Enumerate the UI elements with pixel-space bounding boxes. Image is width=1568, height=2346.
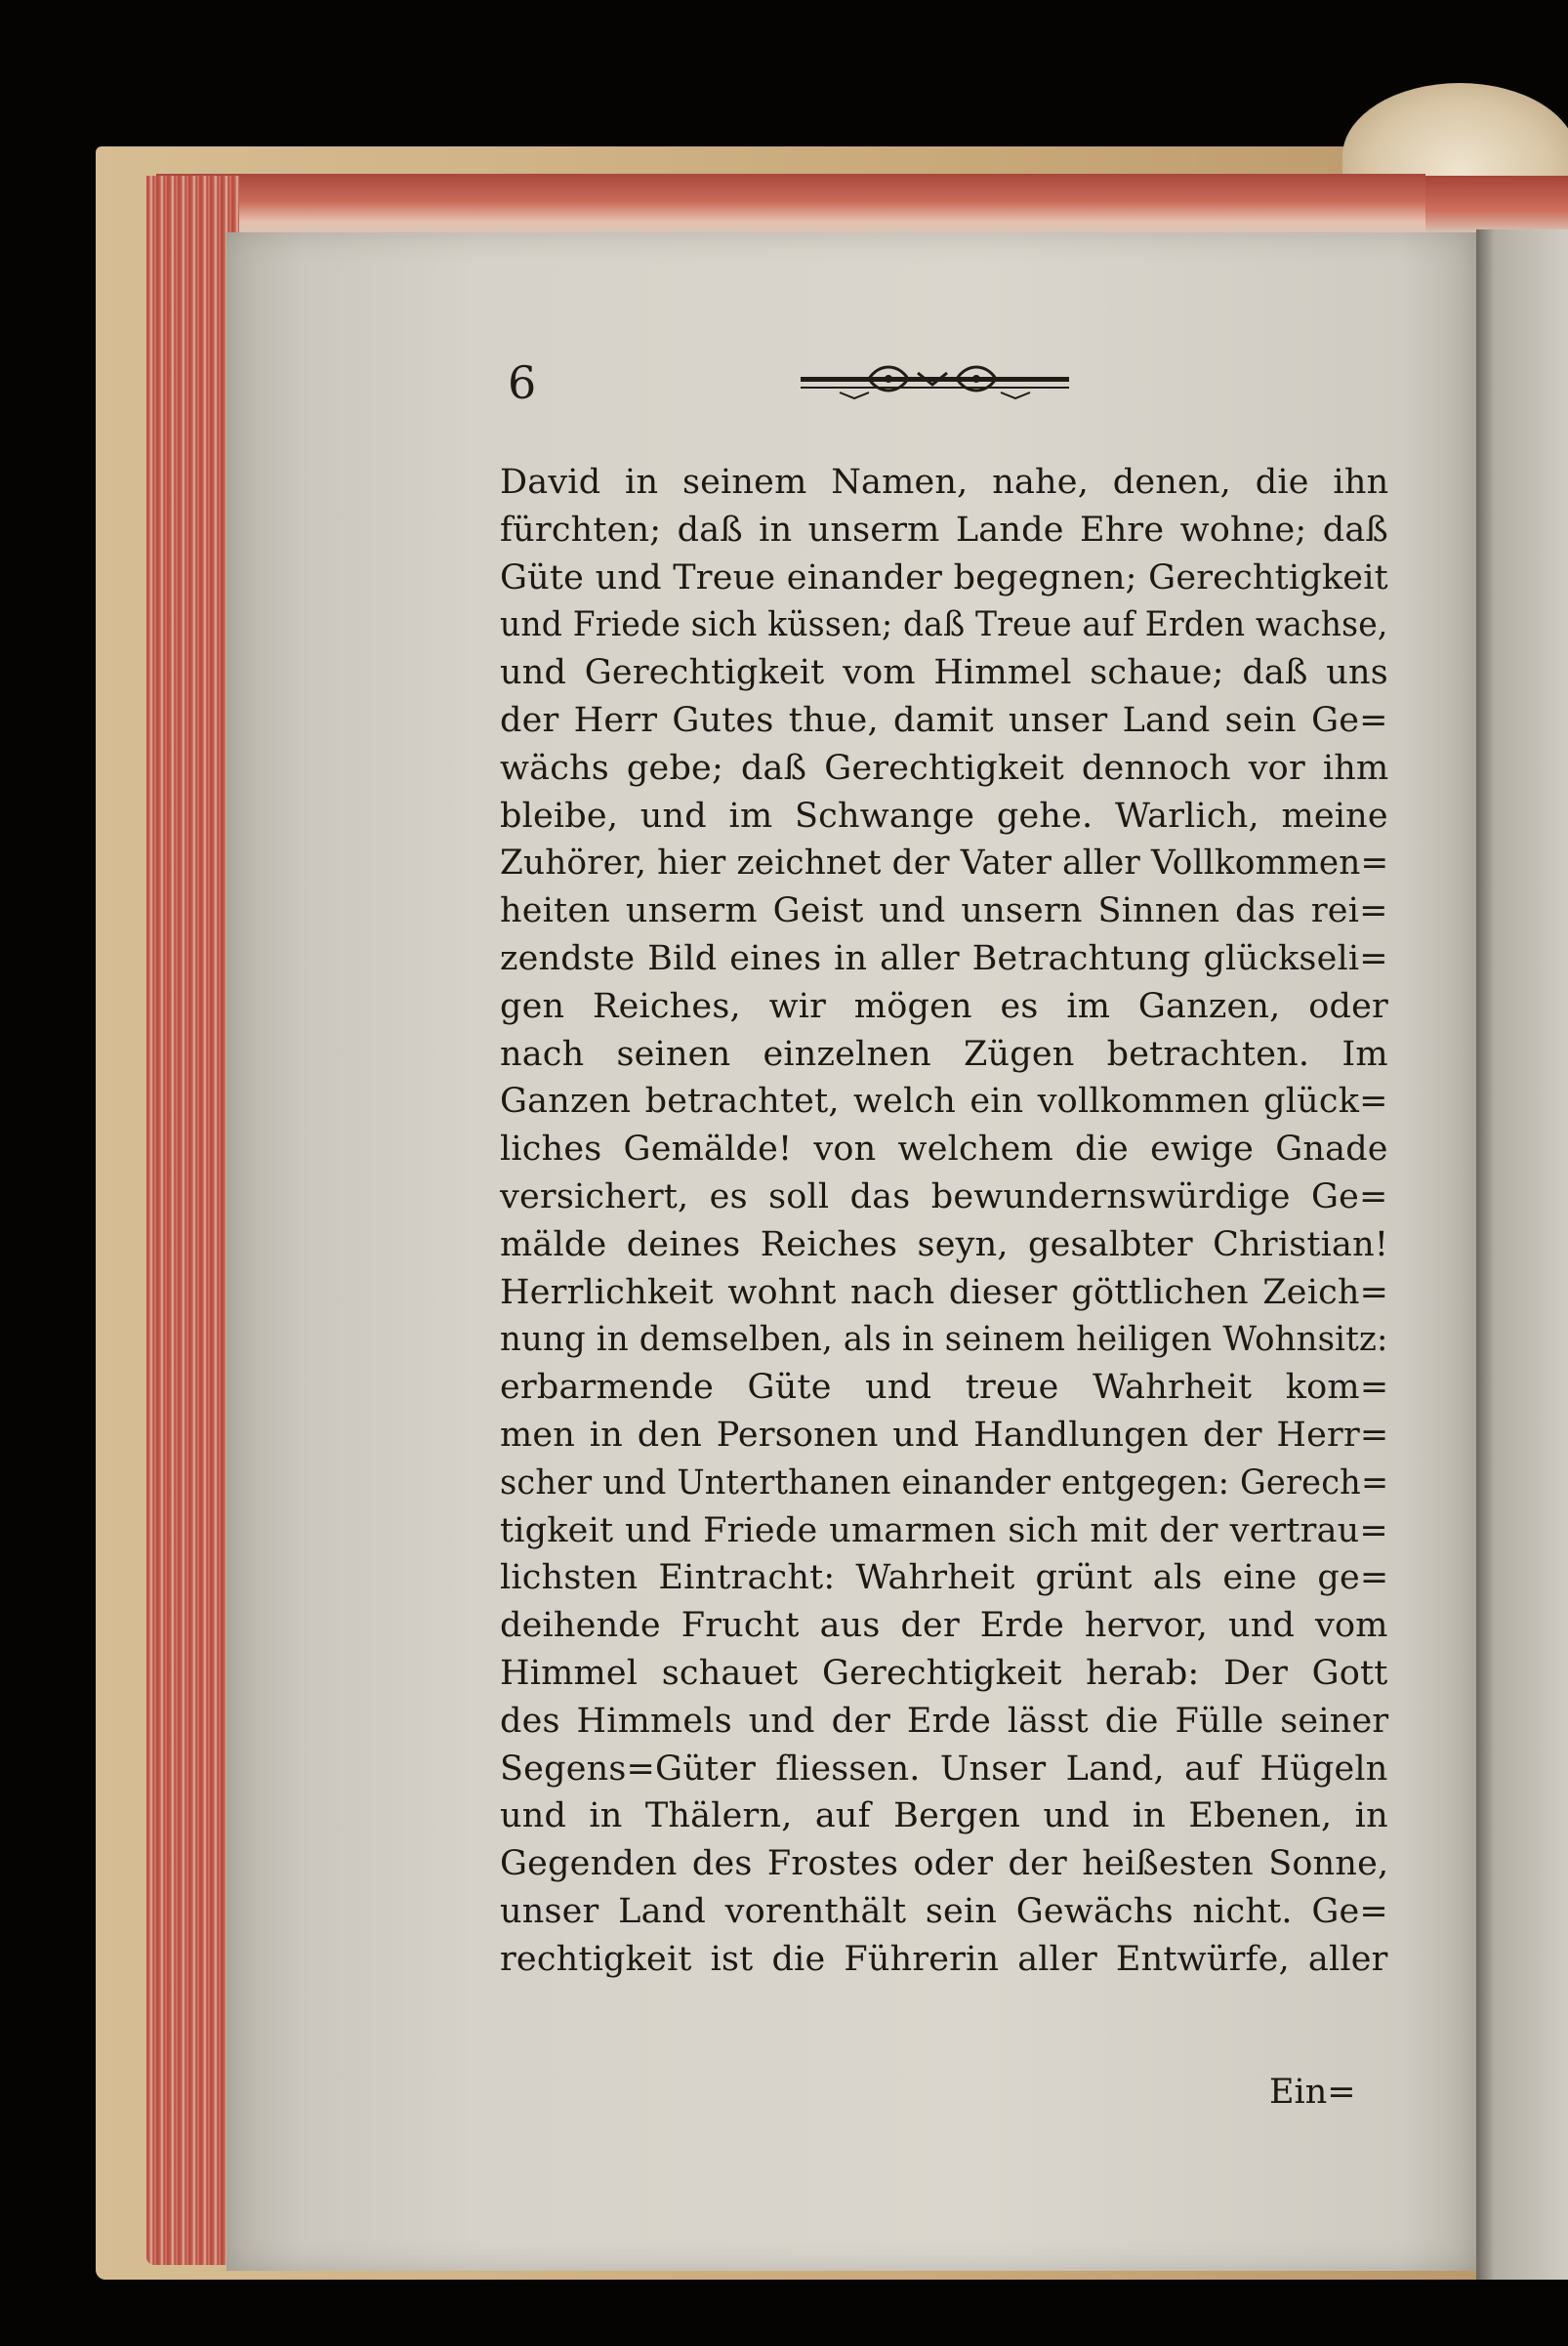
- text-line: deihende Frucht aus der Erde hervor, und vom: [500, 1606, 1388, 1646]
- text-line: lichsten Eintracht: Wahrheit grünt als eine ge=: [500, 1558, 1389, 1598]
- page-edges-left: [146, 176, 239, 2265]
- text-line: gen Reiches, wir mögen es im Ganzen, oder: [500, 986, 1388, 1026]
- text-line: liches Gemälde! von welchem die ewige Gnade: [500, 1130, 1388, 1170]
- text-line: und in Thälern, auf Bergen und in Ebenen, in: [500, 1796, 1388, 1836]
- text-line: tigkeit und Friede umarmen sich mit der vertrau=: [500, 1510, 1388, 1550]
- page-number: 6: [508, 356, 537, 409]
- text-line: Zuhörer, hier zeichnet der Vater aller Vollkommen=: [500, 844, 1389, 884]
- text-line: zendste Bild eines in aller Betrachtung glückseli=: [500, 938, 1388, 978]
- text-line: wächs gebe; daß Gerechtigkeit dennoch vor ihm: [500, 748, 1389, 788]
- text-line: Himmel schauet Gerechtigkeit herab: Der Gott: [500, 1653, 1388, 1693]
- catchword: Ein=: [1269, 2073, 1356, 2112]
- text-line: rechtigkeit ist die Führerin aller Entwürfe, aller: [500, 1939, 1388, 1979]
- text-line: men in den Personen und Handlungen der Herr=: [500, 1415, 1389, 1455]
- page-edges-top-right: [1425, 176, 1568, 234]
- text-line: fürchten; daß in unserm Lande Ehre wohne; daß: [500, 510, 1388, 550]
- text-line: nung in demselben, als in seinem heiligen Wohnsitz:: [500, 1320, 1388, 1360]
- facing-page-edge: [1476, 229, 1568, 2280]
- text-line: und Gerechtigkeit vom Himmel schaue; daß uns: [500, 653, 1388, 693]
- text-line: scher und Unterthanen einander entgegen: Gerech=: [500, 1462, 1389, 1502]
- text-line: mälde deines Reiches seyn, gesalbter Christian!: [500, 1224, 1389, 1264]
- text-line: heiten unserm Geist und unsern Sinnen das rei=: [500, 891, 1388, 931]
- header-ornament: [801, 363, 1069, 402]
- text-line: Herrlichkeit wohnt nach dieser göttlichen Zeich=: [500, 1272, 1389, 1312]
- text-line: des Himmels und der Erde lässt die Fülle seiner: [500, 1701, 1389, 1741]
- text-line: Ganzen betrachtet, welch ein vollkommen glück=: [500, 1082, 1388, 1122]
- text-line: nach seinen einzelnen Zügen betrachten. Im: [500, 1034, 1388, 1074]
- text-line: und Friede sich küssen; daß Treue auf Erden wachse,: [500, 605, 1388, 645]
- body-text: [500, 459, 1388, 1984]
- text-line: David in seinem Namen, nahe, denen, die ihn: [500, 463, 1389, 502]
- text-line: der Herr Gutes thue, damit unser Land sein Ge=: [500, 700, 1388, 740]
- text-line: erbarmende Güte und treue Wahrheit kom=: [500, 1368, 1389, 1408]
- text-line: unser Land vorenthält sein Gewächs nicht. Ge=: [500, 1891, 1388, 1931]
- text-line: bleibe, und im Schwange gehe. Warlich, meine: [500, 796, 1388, 836]
- text-line: versichert, es soll das bewundernswürdige Ge=: [500, 1176, 1388, 1216]
- text-line: Güte und Treue einander begegnen; Gerechtigkeit: [500, 557, 1388, 597]
- text-line: Gegenden des Frostes oder der heißesten Sonne,: [500, 1844, 1389, 1884]
- text-line: Segens=Güter fliessen. Unser Land, auf Hügeln: [500, 1749, 1388, 1789]
